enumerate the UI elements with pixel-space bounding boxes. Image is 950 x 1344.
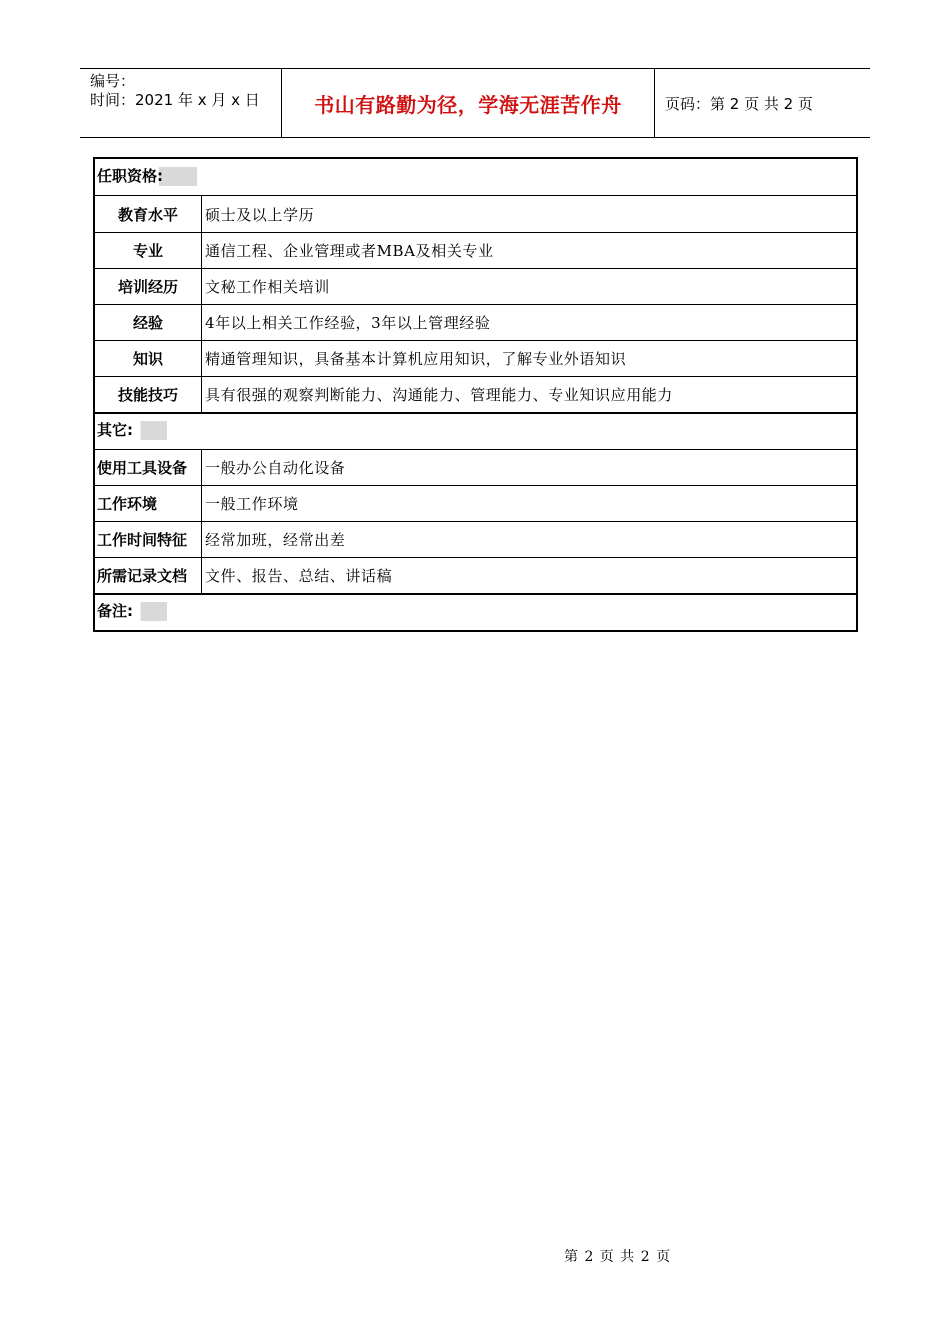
row-label: 专业 [95, 232, 202, 268]
table-row [95, 376, 856, 414]
section-row-notes [95, 594, 856, 630]
row-value: 文件、报告、总结、讲话稿 [205, 566, 393, 585]
table-row [95, 268, 856, 305]
row-value: 文秘工作相关培训 [205, 277, 330, 296]
table-row [95, 304, 856, 341]
section-row-other [95, 413, 856, 450]
table-row [95, 485, 856, 522]
row-label: 使用工具设备 [95, 449, 202, 485]
row-label: 教育水平 [95, 196, 202, 232]
row-value: 一般办公自动化设备 [205, 458, 346, 477]
row-value: 一般工作环境 [205, 494, 299, 513]
section-title-qualifications: 任职资格: [97, 167, 197, 186]
header-page-info: 页码：第 2 页 共 2 页 [665, 94, 813, 113]
section-title-other: 其它: [97, 421, 167, 440]
row-label: 培训经历 [95, 268, 202, 304]
header-meta [80, 69, 282, 137]
row-label: 所需记录文档 [95, 557, 202, 593]
table-row [95, 340, 856, 377]
header-motto-cell [282, 69, 655, 137]
job-spec-table [93, 157, 858, 632]
table-row [95, 449, 856, 486]
table-row [95, 232, 856, 269]
row-label: 经验 [95, 304, 202, 340]
document-number-label: 编号： [90, 72, 136, 90]
table-row [95, 521, 856, 558]
section-title-notes: 备注: [97, 602, 167, 621]
row-value: 4年以上相关工作经验，3年以上管理经验 [205, 313, 491, 332]
row-label: 工作时间特征 [95, 521, 202, 557]
row-value: 具有很强的观察判断能力、沟通能力、管理能力、专业知识应用能力 [205, 385, 674, 404]
table-row [95, 196, 856, 233]
row-label: 工作环境 [95, 485, 202, 521]
row-value: 硕士及以上学历 [205, 205, 315, 224]
page-footer: 第 2 页 共 2 页 [564, 1249, 672, 1265]
document-date: 时间：2021 年 x 月 x 日 [90, 91, 260, 109]
header-motto: 书山有路勤为径，学海无涯苦作舟 [314, 92, 622, 117]
row-value: 经常加班，经常出差 [205, 530, 346, 549]
row-label: 技能技巧 [95, 376, 202, 412]
row-value: 精通管理知识，具备基本计算机应用知识，了解专业外语知识 [205, 349, 627, 368]
document-header [80, 68, 870, 138]
table-row [95, 557, 856, 595]
section-row-qualifications [95, 159, 856, 196]
row-value: 通信工程、企业管理或者MBA及相关专业 [205, 241, 494, 260]
row-label: 知识 [95, 340, 202, 376]
